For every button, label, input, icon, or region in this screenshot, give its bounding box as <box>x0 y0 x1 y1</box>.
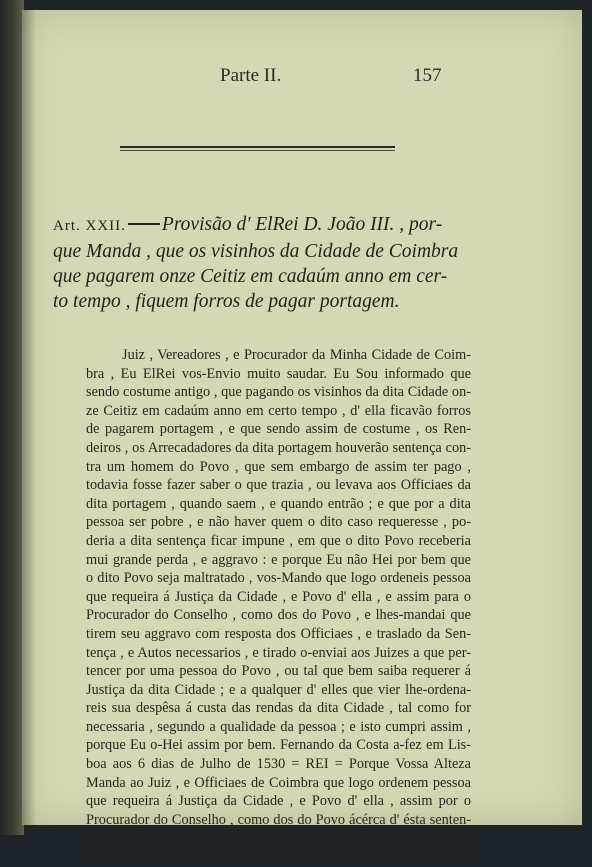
body-line: tença , e Autos necessarios , e tirado o-enviai aos Juizes a que per- <box>86 644 471 661</box>
body-line: sendo costume antigo , que pagando os visinhos da dita Cidade on- <box>86 384 471 401</box>
body-line: todavia fosse fazer saber o que trazia , ou levava aos Officiaes da <box>86 477 471 494</box>
body-line: de pagarem portagem , e que sendo assim de costume , os Ren- <box>86 421 471 438</box>
body-line: ça , que foi dada contra um homem do Povo sôbre o-constrange- <box>86 830 471 847</box>
book-spine-edge <box>0 0 24 835</box>
body-line: que requeira á Justiça da Cidade , e Povo d' ella , assim por o <box>86 793 471 810</box>
body-line: deiros , os Arrecadadores da dita portagem houverão sentença con- <box>86 439 471 456</box>
body-line: Procurador do Conselho , como dos do Povo ácérca d' ésta senten- <box>86 811 471 828</box>
body-line: deria a dita sentença ficar impune , em que o dito Povo receberia <box>86 532 471 549</box>
page-number: 157 <box>413 65 442 86</box>
article-heading-line <box>53 212 471 239</box>
body-line: que requeira á Justiça da Cidade , e Povo d' ella , e assim para o <box>86 588 471 605</box>
body-line: pessoa ser pobre , e não haver quem o dito caso requeresse , po- <box>86 514 471 531</box>
body-line: tencer por uma pessoa do Povo , ou tal que bem saiba requerer á <box>86 663 471 680</box>
article-label: Art. XXII. <box>53 218 126 234</box>
gutter-shadow <box>22 10 36 825</box>
header-rule-thin <box>120 150 395 151</box>
article-title-line: Provisão d' ElRei D. João III. , por- <box>161 214 443 235</box>
article-title-line: que pagarem onze Ceitiz em cadaúm anno em cer- <box>53 266 448 287</box>
body-line: o dito Povo seja maltratado , vos-Mando que logo ordeneis pessoa <box>86 570 471 587</box>
body-line: porque Eu o-Hei assim por bem. Fernando da Costa a-fez em Lis- <box>86 737 471 754</box>
body-line: Juiz , Vereadores , e Procurador da Minha Cidade de Coim- <box>122 347 471 363</box>
article-title-line: to tempo , fiquem forros de pagar portagem. <box>53 291 400 312</box>
body-line: bra , Eu ElRei vos-Envio muito saudar. Eu Sou informado que <box>86 365 471 382</box>
running-title: Parte II. <box>220 65 282 86</box>
heading-dash <box>128 223 160 225</box>
body-line: tirem seu aggravo com resposta dos Officiaes , e traslado da Sen- <box>86 625 471 642</box>
body-line: Procurador do Conselho , como dos do Povo , e lhes-mandai que <box>86 607 471 624</box>
body-line: tra um homem do Povo , que sem embargo de assim ter pago , <box>86 458 471 475</box>
body-line: Manda ao Juiz , e Officiaes de Coimbra que logo ordenem pessoa <box>86 774 471 791</box>
body-line: necessaria , segundo a qualidade da pessoa ; e isto cumpri assim , <box>86 718 471 735</box>
body-line: rem que vá fazer saber aos Officiaes da Portagem o que levar ou <box>86 849 471 866</box>
body-line: boa aos 6 dias de Julho de 1530 = REI = Porque Vossa Alteza <box>86 756 471 773</box>
body-line: dita portagem , quando saem , e quando entrão ; e que por a dita <box>86 495 471 512</box>
body-text <box>86 346 471 867</box>
article-title-line: que Manda , que os visinhos da Cidade de Coimbra <box>53 241 459 262</box>
body-line: mui grande perda , e aggravo : e porque Eu não Hei por bem que <box>86 551 471 568</box>
body-line: ze Ceitiz em cadaúm anno em certo tempo , d' ella ficavão forros <box>86 402 471 419</box>
header-rule-thick <box>120 146 395 148</box>
body-line: reis sua despêsa á custa das rendas da dita Cidade , tal como for <box>86 700 471 717</box>
body-line: Justiça da dita Cidade ; e a qualquer d' elles que vier lhe-ordena- <box>86 681 471 698</box>
article-heading <box>53 212 471 314</box>
